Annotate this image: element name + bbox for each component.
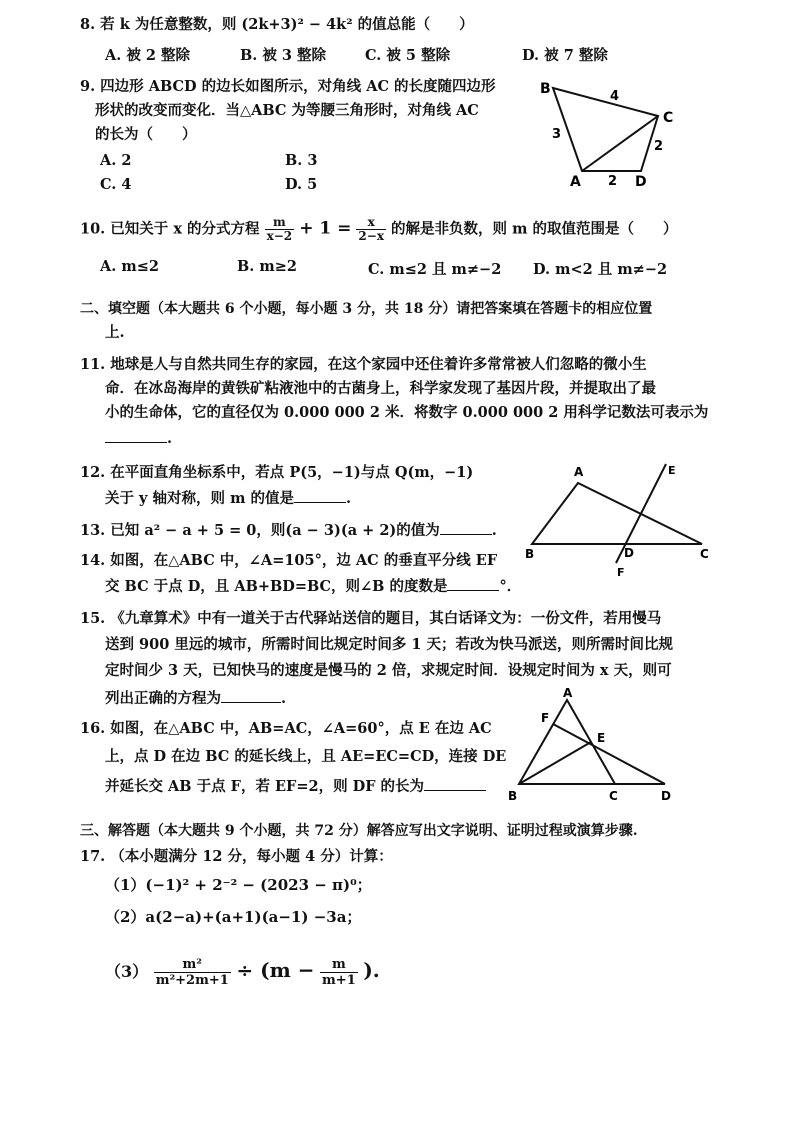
q16-line3-row	[105, 778, 486, 796]
q10-fraction-1-den: x−2	[266, 229, 293, 243]
section2-heading: 二、填空题（本大题共 6 个小题，每小题 3 分，共 18 分）请把答案填在答题卡的相应位置	[80, 301, 653, 317]
q16-triangle-figure	[505, 688, 685, 808]
q16-line1: 16. 如图，在△ABC 中，AB=AC，∠A=60°，点 E 在边 AC	[80, 720, 492, 737]
q9-label-b: B	[540, 81, 551, 97]
section2-heading-cont: 上.	[105, 324, 125, 341]
q17-part3-inner-fraction	[320, 957, 358, 988]
q8-option-a: A. 被 2 整除	[105, 47, 191, 64]
q17-heading: 17. （本小题满分 12 分，每小题 4 分）计算：	[80, 848, 393, 865]
q9-line1: 9. 四边形 ABCD 的边长如图所示，对角线 AC 的长度随四边形	[80, 78, 496, 95]
q14-line2-row	[105, 578, 521, 596]
q14-line1: 14. 如图，在△ABC 中，∠A=105°，边 AC 的垂直平分线 EF	[80, 552, 498, 569]
q10-option-d: D. m<2 且 m≠−2	[533, 261, 668, 278]
q17-part3-inner-den: m+1	[322, 973, 356, 988]
q9-line3: 的长为（ ）	[95, 126, 197, 143]
q8-option-c: C. 被 5 整除	[365, 47, 451, 64]
q15-line3: 定时间少 3 天，已知快马的速度是慢马的 2 倍，求规定时间．设规定时间为 x 天，则可	[105, 662, 672, 679]
q17-part3-op: ÷ (m −	[236, 958, 315, 982]
q16-label-d: D	[661, 789, 671, 803]
q17-part3	[105, 950, 380, 992]
q9-length-cd: 2	[654, 139, 664, 154]
q11-line1: 11. 地球是人与自然共同生存的家园，在这个家园中还住着许多常常被人们忽略的微小生	[80, 356, 647, 373]
q10-mid: + 1 =	[299, 218, 352, 239]
q11-answer-blank: .	[105, 430, 172, 448]
q16-label-e: E	[597, 731, 606, 745]
q8-stem: 8. 若 k 为任意整数，则 (2k+3)² − 4k² 的值总能（ ）	[80, 16, 474, 33]
q14-triangle-figure	[520, 458, 720, 578]
q14-label-c: C	[700, 547, 709, 561]
q16-line3: 并延长交 AB 于点 F，若 EF=2，则 DF 的长为	[105, 778, 425, 795]
section3-heading: 三、解答题（本大题共 9 个小题，共 72 分）解答应写出文字说明、证明过程或演算步骤.	[80, 823, 638, 839]
q11-line2: 命．在冰岛海岸的黄铁矿粘液池中的古菌身上，科学家发现了基因片段，并提取出了最	[105, 380, 656, 397]
q9-option-c: C. 4	[100, 176, 132, 193]
q10-fraction-1	[265, 216, 295, 243]
q9-label-c: C	[663, 110, 674, 126]
q10-option-c: C. m≤2 且 m≠−2	[368, 261, 502, 278]
q10-fraction-2-den: 2−x	[358, 229, 384, 243]
q10-fraction-1-num: m	[265, 216, 295, 230]
q16-label-a: A	[563, 686, 573, 700]
q14-line2: 交 BC 于点 D，且 AB+BD=BC，则∠B 的度数是	[105, 578, 448, 595]
q9-option-b: B. 3	[285, 152, 318, 169]
q10-pre: 10. 已知关于 x 的分式方程	[80, 220, 260, 238]
q10-option-a: A. m≤2	[100, 258, 159, 275]
q17-part3-inner-num: m	[320, 957, 358, 973]
q9-label-d: D	[635, 174, 647, 190]
q17-part3-end: ).	[363, 958, 380, 982]
q14-label-d: D	[624, 546, 634, 560]
q14-unit: °．	[499, 578, 522, 595]
q17-part3-fraction	[154, 957, 231, 988]
q17-part1: （1）(−1)² + 2⁻² − (2023 − π)⁰；	[105, 876, 372, 894]
q14-label-f: F	[617, 566, 625, 579]
q10-option-b: B. m≥2	[237, 258, 297, 275]
q14-label-b: B	[525, 547, 535, 561]
q9-length-ad: 2	[608, 174, 618, 189]
q16-label-f: F	[541, 711, 550, 725]
q14-label-a: A	[574, 465, 584, 479]
q10-fraction-2	[356, 216, 386, 243]
q12-line2: 关于 y 轴对称，则 m 的值是	[105, 490, 294, 507]
q8-option-d: D. 被 7 整除	[522, 47, 608, 64]
q15-line4: 列出正确的方程为	[105, 690, 221, 707]
q9-length-bc: 4	[610, 89, 620, 104]
q8-option-b: B. 被 3 整除	[240, 47, 327, 64]
q9-quadrilateral-figure	[530, 78, 700, 193]
q14-label-e: E	[668, 464, 676, 477]
q9-label-a: A	[570, 174, 581, 190]
q9-line2: 形状的改变而变化．当△ABC 为等腰三角形时，对角线 AC	[95, 102, 479, 119]
q9-option-a: A. 2	[100, 152, 132, 169]
q15-line2: 送到 900 里远的城市，所需时间比规定时间多 1 天；若改为快马派送，则所需时间比规	[105, 636, 674, 653]
q13-line1: 13. 已知 a² − a + 5 = 0，则(a − 3)(a + 2)的值为	[80, 522, 440, 539]
q16-label-c: C	[609, 789, 618, 803]
q12-line1: 12. 在平面直角坐标系中，若点 P(5，−1)与点 Q(m，−1)	[80, 464, 474, 481]
q10-fraction-2-num: x	[356, 216, 386, 230]
q12-line2-row: 关于 y 轴对称，则 m 的值是 .	[105, 490, 352, 507]
q11-line3: 小的生命体，它的直径仅为 0.000 000 2 米．将数字 0.000 000 2 用科学记数法可表示为	[105, 404, 709, 421]
q15-line1: 15. 《九章算术》中有一道关于古代驿站送信的题目，其白话译文为：一份文件，若用慢马	[80, 610, 662, 627]
q17-part3-num: m²	[154, 957, 231, 973]
q15-line4-row: 列出正确的方程为 .	[105, 690, 287, 707]
q16-label-b: B	[508, 789, 518, 803]
q17-part3-label: （3）	[105, 962, 149, 981]
q17-part3-den: m²+2m+1	[155, 973, 229, 988]
q10-stem	[80, 216, 677, 243]
q16-line2: 上，点 D 在边 BC 的延长线上，且 AE=EC=CD，连接 DE	[105, 748, 507, 765]
q10-post: 的解是非负数，则 m 的取值范围是（ ）	[391, 220, 678, 238]
q9-length-ab: 3	[552, 127, 562, 142]
q13-row: 13. 已知 a² − a + 5 = 0，则(a − 3)(a + 2)的值为 .	[80, 522, 497, 539]
q17-part2: （2）a(2−a)+(a+1)(a−1) −3a；	[105, 908, 362, 926]
q9-option-d: D. 5	[285, 176, 318, 193]
